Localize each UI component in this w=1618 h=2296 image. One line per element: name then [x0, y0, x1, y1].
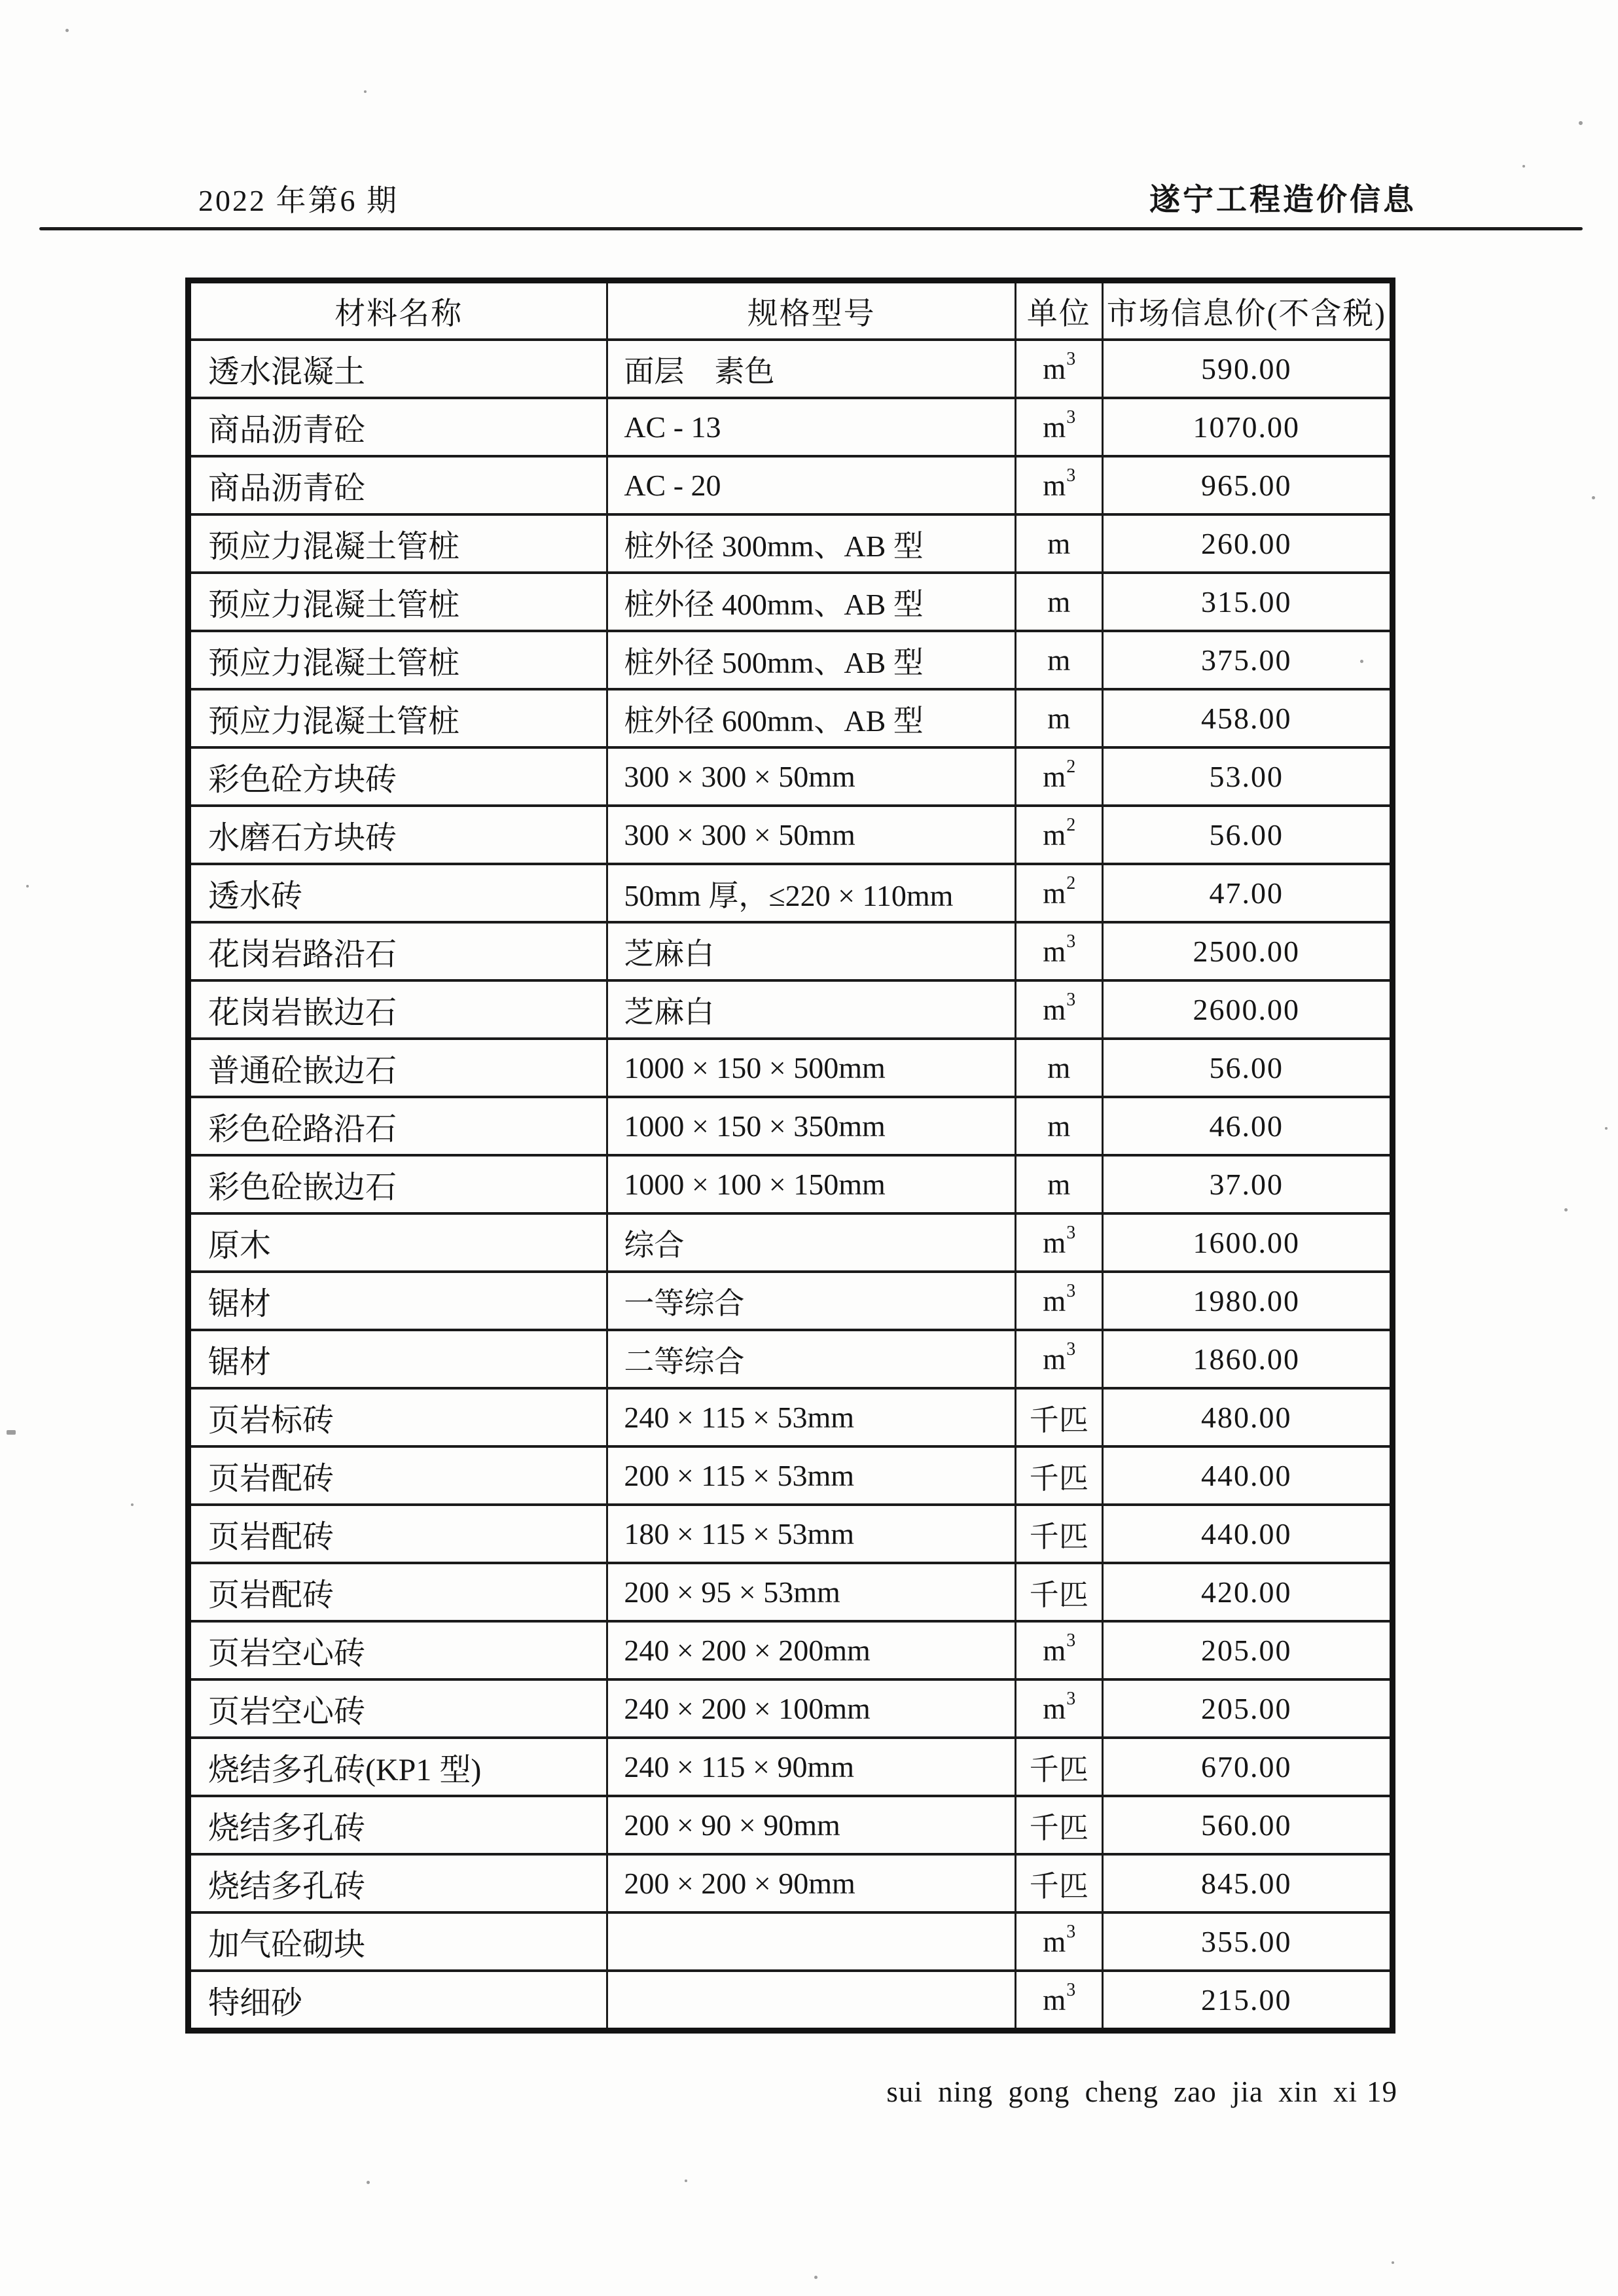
unit-text: m: [1043, 1284, 1066, 1318]
unit-cell: [1016, 689, 1102, 747]
scan-speck: [131, 1503, 134, 1506]
price-cell: 37.00: [1102, 1155, 1392, 1213]
col-header-market-price: 市场信息价(不含税): [1102, 281, 1392, 340]
unit-exponent: 3: [1066, 465, 1076, 486]
unit-cell: [1016, 922, 1102, 980]
price-cell: 670.00: [1102, 1738, 1392, 1796]
price-cell: 46.00: [1102, 1097, 1392, 1155]
unit-text: m: [1043, 1983, 1066, 2017]
unit-exponent: 3: [1066, 348, 1076, 369]
unit-text: 千匹: [1029, 1404, 1088, 1437]
price-cell: 355.00: [1102, 1912, 1392, 1971]
unit-exponent: 2: [1066, 814, 1076, 835]
table-row: [189, 1563, 1393, 1621]
unit-cell: [1016, 514, 1102, 573]
scan-speck: [1605, 1127, 1608, 1130]
material-name-cell: 花岗岩嵌边石: [189, 980, 607, 1039]
unit-text: 千匹: [1029, 1520, 1088, 1553]
scan-speck: [364, 90, 367, 93]
price-cell: 1070.00: [1102, 398, 1392, 456]
spec-cell: 1000 × 150 × 500mm: [607, 1039, 1016, 1097]
material-name-cell: 预应力混凝土管桩: [189, 514, 607, 573]
material-name-cell: 普通砼嵌边石: [189, 1039, 607, 1097]
unit-cell: [1016, 864, 1102, 922]
scan-speck: [1592, 496, 1595, 499]
unit-cell: [1016, 1330, 1102, 1388]
spec-cell: 50mm 厚，≤220 × 110mm: [607, 864, 1016, 922]
spec-cell: 二等综合: [607, 1330, 1016, 1388]
spec-cell: 300 × 300 × 50mm: [607, 806, 1016, 864]
table-row: [189, 922, 1393, 980]
scan-speck: [1522, 165, 1525, 168]
col-header-unit: 单位: [1016, 281, 1102, 340]
unit-exponent: 3: [1066, 406, 1076, 427]
price-cell: 315.00: [1102, 573, 1392, 631]
table-row: [189, 1738, 1393, 1796]
scan-speck: [1564, 1208, 1568, 1211]
price-cell: 56.00: [1102, 1039, 1392, 1097]
unit-exponent: 3: [1066, 989, 1076, 1010]
unit-cell: [1016, 456, 1102, 514]
unit-exponent: 3: [1066, 1222, 1076, 1243]
table-row: [189, 1330, 1393, 1388]
material-name-cell: 页岩配砖: [189, 1563, 607, 1621]
table-row: [189, 1213, 1393, 1272]
price-cell: 560.00: [1102, 1796, 1392, 1854]
spec-cell: 桩外径 300mm、AB 型: [607, 514, 1016, 573]
page-footer: [886, 2075, 1397, 2109]
price-cell: 47.00: [1102, 864, 1392, 922]
unit-cell: [1016, 1155, 1102, 1213]
spec-cell: 1000 × 150 × 350mm: [607, 1097, 1016, 1155]
spec-cell: 200 × 115 × 53mm: [607, 1446, 1016, 1505]
unit-cell: [1016, 1738, 1102, 1796]
spec-cell: 面层 素色: [607, 340, 1016, 398]
unit-cell: [1016, 1563, 1102, 1621]
scan-speck: [1392, 2261, 1394, 2264]
unit-text: m: [1043, 410, 1066, 444]
scan-speck: [26, 885, 29, 888]
price-cell: 1600.00: [1102, 1213, 1392, 1272]
table-row: [189, 1446, 1393, 1505]
table-row: [189, 1388, 1393, 1446]
table-row: [189, 806, 1393, 864]
unit-cell: [1016, 1679, 1102, 1738]
spec-cell: 240 × 115 × 90mm: [607, 1738, 1016, 1796]
price-cell: 420.00: [1102, 1563, 1392, 1621]
scan-speck: [1360, 660, 1363, 663]
spec-cell: 综合: [607, 1213, 1016, 1272]
unit-text: m: [1047, 1109, 1071, 1143]
unit-cell: [1016, 1796, 1102, 1854]
unit-cell: [1016, 980, 1102, 1039]
unit-exponent: 3: [1066, 931, 1076, 952]
spec-cell: 200 × 200 × 90mm: [607, 1854, 1016, 1912]
table-row: [189, 398, 1393, 456]
table-row: [189, 1272, 1393, 1330]
unit-text: m: [1043, 876, 1066, 910]
table-row: [189, 1155, 1393, 1213]
material-name-cell: 预应力混凝土管桩: [189, 573, 607, 631]
table-row: [189, 1621, 1393, 1679]
scan-speck: [685, 2179, 687, 2182]
unit-text: m: [1043, 1342, 1066, 1376]
unit-exponent: 2: [1066, 872, 1076, 893]
unit-text: m: [1043, 818, 1066, 852]
spec-cell: 240 × 200 × 200mm: [607, 1621, 1016, 1679]
spec-cell: 300 × 300 × 50mm: [607, 747, 1016, 806]
unit-text: m: [1047, 643, 1071, 677]
unit-text: m: [1047, 1168, 1071, 1201]
unit-text: m: [1043, 1925, 1066, 1958]
unit-text: m: [1043, 469, 1066, 502]
unit-cell: [1016, 1505, 1102, 1563]
scan-speck: [814, 2276, 818, 2279]
price-cell: 458.00: [1102, 689, 1392, 747]
table-row: [189, 514, 1393, 573]
material-name-cell: 页岩配砖: [189, 1505, 607, 1563]
unit-text: 千匹: [1029, 1753, 1088, 1786]
unit-text: 千匹: [1029, 1812, 1088, 1844]
spec-cell: 240 × 200 × 100mm: [607, 1679, 1016, 1738]
price-cell: 2600.00: [1102, 980, 1392, 1039]
material-name-cell: 页岩标砖: [189, 1388, 607, 1446]
unit-text: m: [1047, 527, 1071, 560]
col-header-spec-model: 规格型号: [607, 281, 1016, 340]
material-name-cell: 彩色砼嵌边石: [189, 1155, 607, 1213]
spec-cell: 桩外径 400mm、AB 型: [607, 573, 1016, 631]
unit-text: m: [1047, 702, 1071, 735]
unit-text: m: [1043, 1692, 1066, 1725]
unit-exponent: 3: [1066, 1338, 1076, 1359]
price-cell: 440.00: [1102, 1446, 1392, 1505]
unit-cell: [1016, 1446, 1102, 1505]
unit-cell: [1016, 1272, 1102, 1330]
scan-speck: [367, 2181, 370, 2184]
price-cell: 2500.00: [1102, 922, 1392, 980]
unit-cell: [1016, 1854, 1102, 1912]
price-cell: 1860.00: [1102, 1330, 1392, 1388]
material-name-cell: 加气砼砌块: [189, 1912, 607, 1971]
unit-cell: [1016, 340, 1102, 398]
material-name-cell: 商品沥青砼: [189, 398, 607, 456]
scan-speck: [1579, 121, 1583, 125]
table-row: [189, 1912, 1393, 1971]
unit-cell: [1016, 631, 1102, 689]
spec-cell: 200 × 95 × 53mm: [607, 1563, 1016, 1621]
unit-text: m: [1047, 1051, 1071, 1085]
table-row: [189, 1097, 1393, 1155]
material-name-cell: 彩色砼方块砖: [189, 747, 607, 806]
unit-cell: [1016, 806, 1102, 864]
price-cell: 205.00: [1102, 1679, 1392, 1738]
scan-speck: [7, 1430, 16, 1435]
price-cell: 56.00: [1102, 806, 1392, 864]
issue-label: 2022 年第6 期: [198, 184, 399, 217]
unit-text: m: [1047, 585, 1071, 619]
material-name-cell: 透水混凝土: [189, 340, 607, 398]
table-row: [189, 689, 1393, 747]
material-name-cell: 商品沥青砼: [189, 456, 607, 514]
table-row: [189, 864, 1393, 922]
table-row: [189, 1971, 1393, 2031]
unit-cell: [1016, 747, 1102, 806]
unit-exponent: 2: [1066, 756, 1076, 777]
table-row: [189, 1505, 1393, 1563]
unit-text: m: [1043, 993, 1066, 1026]
scan-speck: [65, 29, 69, 32]
price-cell: 205.00: [1102, 1621, 1392, 1679]
spec-cell: AC - 20: [607, 456, 1016, 514]
table-row: [189, 1039, 1393, 1097]
spec-cell: 180 × 115 × 53mm: [607, 1505, 1016, 1563]
material-name-cell: 烧结多孔砖: [189, 1854, 607, 1912]
unit-text: 千匹: [1029, 1579, 1088, 1611]
price-table-body: [189, 340, 1393, 2031]
material-name-cell: 花岗岩路沿石: [189, 922, 607, 980]
material-name-cell: 锯材: [189, 1272, 607, 1330]
spec-cell: 一等综合: [607, 1272, 1016, 1330]
price-cell: 215.00: [1102, 1971, 1392, 2031]
price-cell: 1980.00: [1102, 1272, 1392, 1330]
material-name-cell: 页岩配砖: [189, 1446, 607, 1505]
footer-pinyin-text: sui ning gong cheng zao jia xin xi: [886, 2075, 1357, 2108]
spec-cell: 240 × 115 × 53mm: [607, 1388, 1016, 1446]
page-number: 19: [1367, 2075, 1397, 2108]
material-name-cell: 预应力混凝土管桩: [189, 631, 607, 689]
unit-cell: [1016, 398, 1102, 456]
price-cell: 53.00: [1102, 747, 1392, 806]
table-row: [189, 573, 1393, 631]
price-cell: 965.00: [1102, 456, 1392, 514]
spec-cell: 1000 × 100 × 150mm: [607, 1155, 1016, 1213]
unit-cell: [1016, 1039, 1102, 1097]
material-name-cell: 页岩空心砖: [189, 1679, 607, 1738]
price-cell: 440.00: [1102, 1505, 1392, 1563]
spec-cell: 桩外径 500mm、AB 型: [607, 631, 1016, 689]
material-name-cell: 水磨石方块砖: [189, 806, 607, 864]
unit-cell: [1016, 1912, 1102, 1971]
unit-text: m: [1043, 1226, 1066, 1259]
unit-text: m: [1043, 1634, 1066, 1667]
spec-cell: 芝麻白: [607, 922, 1016, 980]
spec-cell: 桩外径 600mm、AB 型: [607, 689, 1016, 747]
unit-exponent: 3: [1066, 1280, 1076, 1301]
unit-text: m: [1043, 935, 1066, 968]
table-row: [189, 1796, 1393, 1854]
table-row: [189, 340, 1393, 398]
unit-cell: [1016, 1213, 1102, 1272]
unit-cell: [1016, 1971, 1102, 2031]
unit-text: 千匹: [1029, 1462, 1088, 1495]
table-row: [189, 456, 1393, 514]
price-cell: 260.00: [1102, 514, 1392, 573]
material-name-cell: 原木: [189, 1213, 607, 1272]
table-row: [189, 1854, 1393, 1912]
material-name-cell: 页岩空心砖: [189, 1621, 607, 1679]
unit-cell: [1016, 1097, 1102, 1155]
material-name-cell: 锯材: [189, 1330, 607, 1388]
table-row: [189, 980, 1393, 1039]
header-rule: [39, 227, 1583, 230]
material-name-cell: 预应力混凝土管桩: [189, 689, 607, 747]
col-header-material-name: 材料名称: [189, 281, 607, 340]
unit-cell: [1016, 1388, 1102, 1446]
spec-cell: 芝麻白: [607, 980, 1016, 1039]
unit-text: 千匹: [1029, 1870, 1088, 1903]
spec-cell: [607, 1971, 1016, 2031]
unit-text: m: [1043, 352, 1066, 386]
table-row: [189, 747, 1393, 806]
unit-exponent: 3: [1066, 1688, 1076, 1709]
material-name-cell: 特细砂: [189, 1971, 607, 2031]
material-name-cell: 烧结多孔砖: [189, 1796, 607, 1854]
table-header-row: [189, 281, 1393, 340]
material-name-cell: 烧结多孔砖(KP1 型): [189, 1738, 607, 1796]
price-cell: 375.00: [1102, 631, 1392, 689]
material-price-table: [185, 278, 1395, 2034]
price-cell: 590.00: [1102, 340, 1392, 398]
spec-cell: AC - 13: [607, 398, 1016, 456]
unit-text: m: [1043, 760, 1066, 793]
unit-exponent: 3: [1066, 1979, 1076, 2000]
spec-cell: [607, 1912, 1016, 1971]
unit-exponent: 3: [1066, 1630, 1076, 1651]
price-cell: 480.00: [1102, 1388, 1392, 1446]
publication-title: 遂宁工程造价信息: [1149, 183, 1416, 217]
table-row: [189, 1679, 1393, 1738]
unit-cell: [1016, 1621, 1102, 1679]
price-cell: 845.00: [1102, 1854, 1392, 1912]
unit-exponent: 3: [1066, 1921, 1076, 1942]
spec-cell: 200 × 90 × 90mm: [607, 1796, 1016, 1854]
unit-cell: [1016, 573, 1102, 631]
material-name-cell: 透水砖: [189, 864, 607, 922]
material-name-cell: 彩色砼路沿石: [189, 1097, 607, 1155]
table-row: [189, 631, 1393, 689]
